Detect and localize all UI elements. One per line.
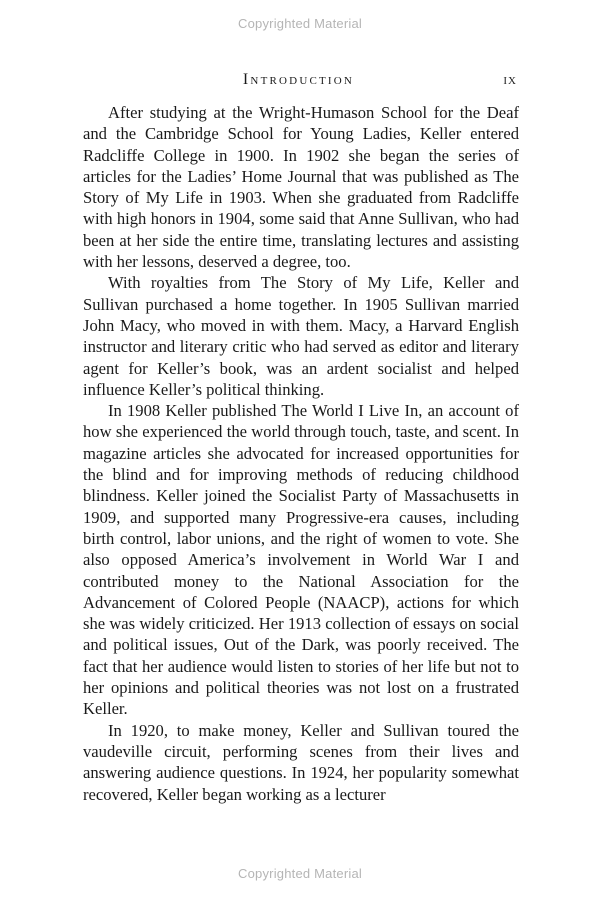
- copyright-watermark-top: Copyrighted Material: [238, 16, 362, 31]
- body-text: [83, 102, 519, 805]
- running-header: [112, 71, 517, 91]
- paragraph: In 1908 Keller published The World I Live In, an account of how she experienced the world through touch, taste, and scent. In magazine articles she advocated for increased opportunities for the blind and for improving methods of reducing childhood blindness. Keller joined the Socialist Party of Massachusetts in 1909, and supported many Progressive-era causes, including birth control, labor unions, and the right of women to vote. She also opposed America’s involvement in World War I and contributed money to the National Association for the Advancement of Colored People (NAACP), actions for which she was widely criticized. Her 1913 collection of essays on social and political issues, Out of the Dark, was poorly received. The fact that her audience would listen to stories of her life but not to her opinions and political theories was not lost on a frustrated Keller.: [83, 401, 519, 719]
- paragraph: With royalties from The Story of My Life, Keller and Sullivan purchased a home together. In 1905 Sullivan married John Macy, who moved in with them. Macy, a Harvard English instructor and literary critic who had served as editor and literary agent for Keller’s book, was an ardent socialist and helped influence Keller’s political thinking.: [83, 273, 519, 399]
- copyright-watermark-bottom: Copyrighted Material: [238, 866, 362, 881]
- page-number: ix: [503, 71, 517, 88]
- paragraph: In 1920, to make money, Keller and Sullivan toured the vaudeville circuit, performing scenes from their lives and answering audience questions. In 1924, her popularity somewhat recovered, Keller began working as a lecturer: [83, 720, 519, 804]
- running-title: Introduction: [242, 71, 355, 88]
- paragraph: After studying at the Wright-Humason School for the Deaf and the Cambridge School for Young Ladies, Keller entered Radcliffe College in 1900. In 1902 she began the series of articles for the Ladies’ Home Journal that was published as The Story of My Life in 1903. When she graduated from Radcliffe with high honors in 1904, some said that Anne Sullivan, who had been at her side the entire time, translating lectures and assisting with her lessons, deserved a degree, too.: [83, 103, 519, 272]
